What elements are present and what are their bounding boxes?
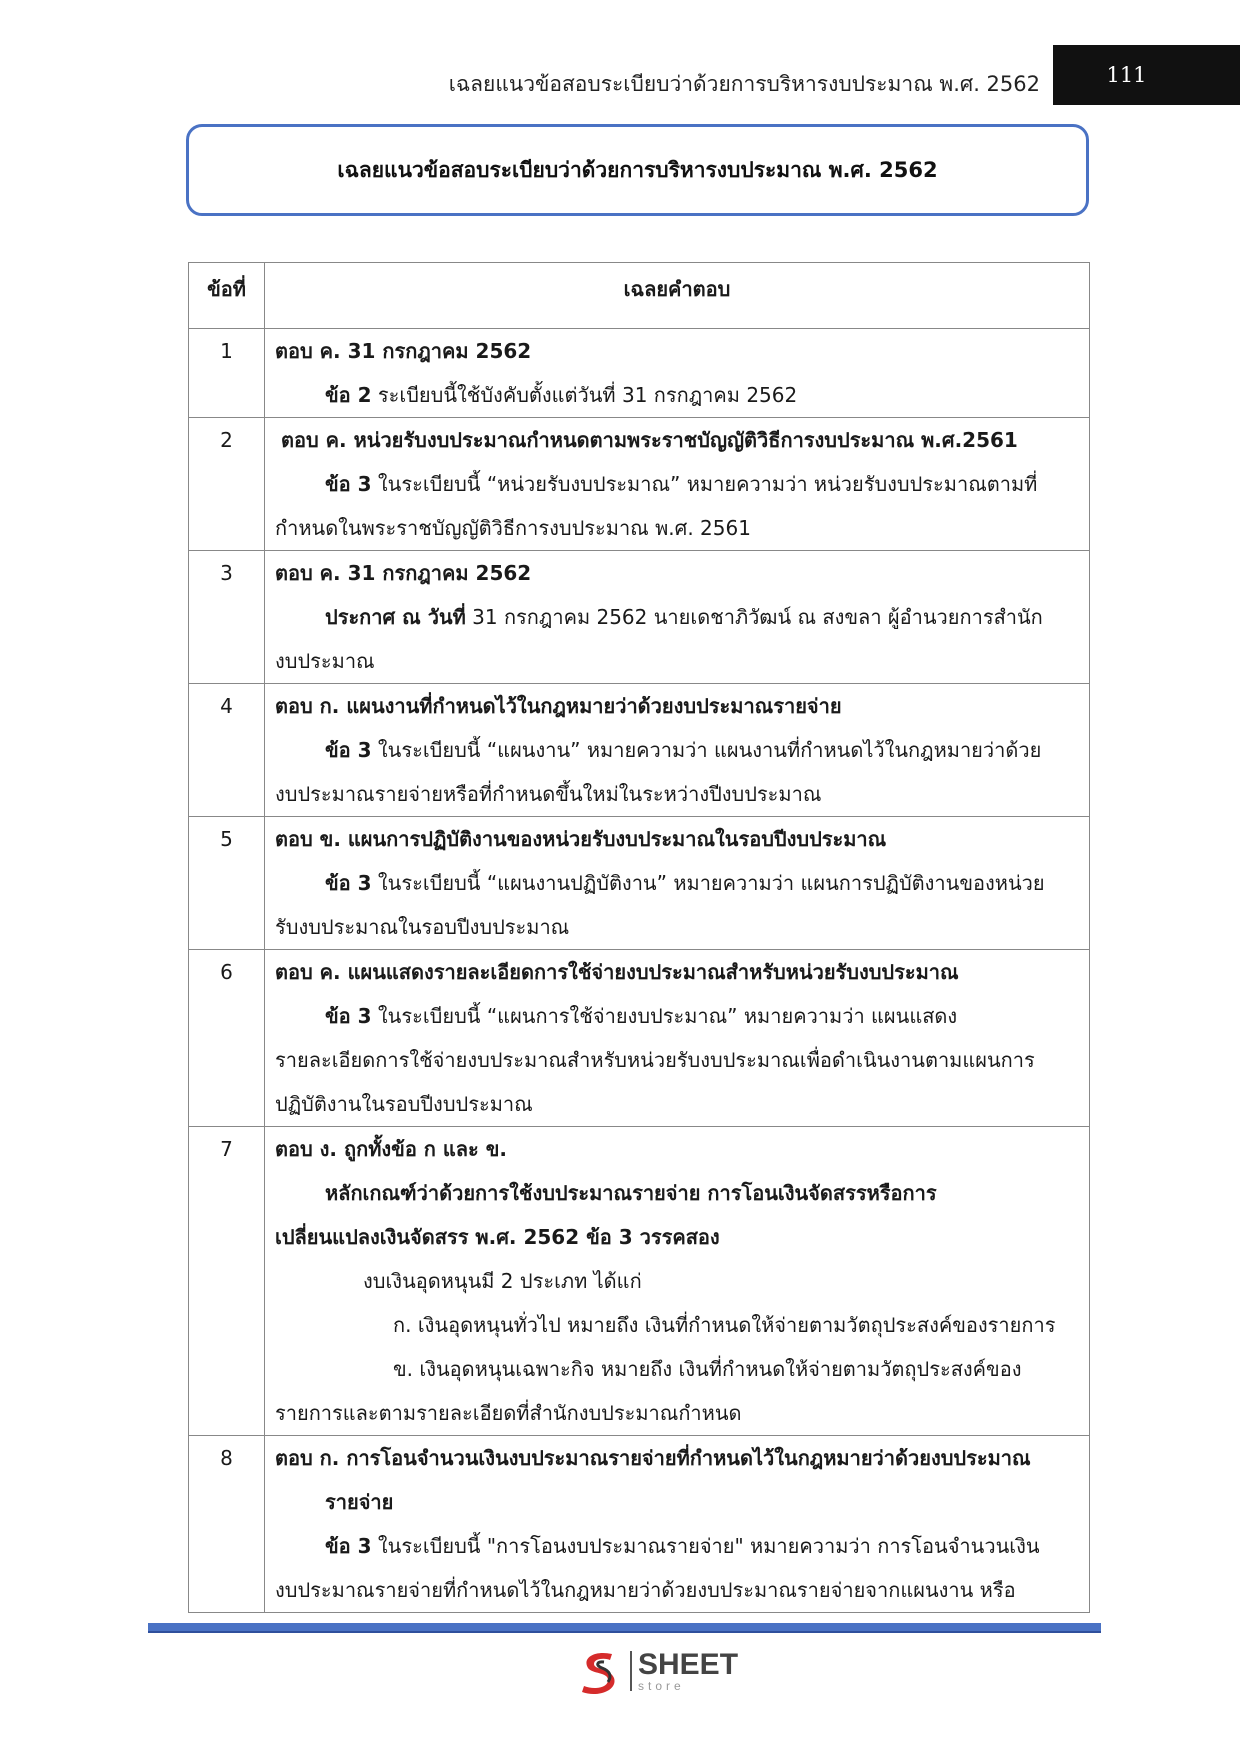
explanation-line xyxy=(275,462,1079,506)
answer-line xyxy=(275,551,1079,595)
explanation-line xyxy=(275,905,1079,949)
table-header-row xyxy=(189,263,1090,329)
body-text: งบเงินอุดหนุนมี 2 ประเภท ได้แก่ xyxy=(363,1269,642,1293)
explanation-line xyxy=(275,639,1079,683)
explanation-line xyxy=(275,1259,1079,1303)
body-text: กำหนดในพระราชบัญญัติวิธีการงบประมาณ พ.ศ. 2561 xyxy=(275,516,751,540)
body-text: ระเบียบนี้ใช้บังคับตั้งแต่วันที่ 31 กรกฎาคม 2562 xyxy=(371,383,798,407)
explanation-line xyxy=(275,772,1079,816)
bold-text: หลักเกณฑ์ว่าด้วยการใช้งบประมาณรายจ่าย การโอนเงินจัดสรรหรือการ xyxy=(325,1181,937,1205)
explanation-line xyxy=(275,1303,1079,1347)
bold-text: เปลี่ยนแปลงเงินจัดสรร พ.ศ. 2562 ข้อ 3 วรรคสอง xyxy=(275,1225,720,1249)
answer-table xyxy=(188,262,1090,1613)
explanation-line xyxy=(275,595,1079,639)
bold-text: ข้อ 3 xyxy=(325,871,372,895)
row-number: 6 xyxy=(189,950,265,1127)
answer-cell xyxy=(265,551,1090,684)
body-text: งบประมาณรายจ่ายหรือที่กำหนดขึ้นใหม่ในระหว่างปีงบประมาณ xyxy=(275,782,822,806)
explanation-line xyxy=(275,1171,1079,1215)
logo-separator xyxy=(630,1651,632,1691)
table-row xyxy=(189,684,1090,817)
row-number: 8 xyxy=(189,1436,265,1613)
row-number: 4 xyxy=(189,684,265,817)
explanation-line xyxy=(275,506,1079,550)
column-header-answer: เฉลยคำตอบ xyxy=(265,263,1090,329)
row-number: 2 xyxy=(189,418,265,551)
logo-subtext: store xyxy=(638,1679,685,1693)
answer-cell xyxy=(265,1127,1090,1436)
body-text: ในระเบียบนี้ “แผนงานปฏิบัติงาน” หมายความว่า แผนการปฏิบัติงานของหน่วย xyxy=(371,871,1045,895)
explanation-line xyxy=(275,1038,1079,1082)
answer-cell xyxy=(265,329,1090,418)
body-text: ข. เงินอุดหนุนเฉพาะกิจ หมายถึง เงินที่กำหนดให้จ่ายตามวัตถุประสงค์ของ xyxy=(393,1357,1022,1381)
answer-line xyxy=(275,418,1079,462)
bold-text: ตอบ ค. แผนแสดงรายละเอียดการใช้จ่ายงบประมาณสำหรับหน่วยรับงบประมาณ xyxy=(275,960,959,984)
table-row xyxy=(189,817,1090,950)
answer-line xyxy=(275,329,1079,373)
answer-cell xyxy=(265,1436,1090,1613)
table-row xyxy=(189,418,1090,551)
footer-rule xyxy=(148,1623,1101,1633)
bold-text: ตอบ ก. แผนงานที่กำหนดไว้ในกฎหมายว่าด้วยงบประมาณรายจ่าย xyxy=(275,694,842,718)
row-number: 5 xyxy=(189,817,265,950)
body-text: ปฏิบัติงานในรอบปีงบประมาณ xyxy=(275,1092,533,1116)
row-number: 3 xyxy=(189,551,265,684)
table-row xyxy=(189,551,1090,684)
bold-text: ข้อ 3 xyxy=(325,1534,372,1558)
explanation-line xyxy=(275,1215,1079,1259)
bold-text: ตอบ ง. ถูกทั้งข้อ ก และ ข. xyxy=(275,1137,507,1161)
bold-text: ข้อ 3 xyxy=(325,1004,372,1028)
bold-text: ตอบ ก. การโอนจำนวนเงินงบประมาณรายจ่ายที่กำหนดไว้ในกฎหมายว่าด้วยงบประมาณ xyxy=(275,1446,1031,1470)
explanation-line xyxy=(275,994,1079,1038)
logo-text: SHEET xyxy=(638,1648,739,1681)
body-text: รับงบประมาณในรอบปีงบประมาณ xyxy=(275,915,570,939)
body-text: งบประมาณ xyxy=(275,649,375,673)
explanation-line xyxy=(275,1391,1079,1435)
answer-line xyxy=(275,684,1079,728)
answer-line xyxy=(275,817,1079,861)
answer-cell xyxy=(265,418,1090,551)
bold-text: ตอบ ค. 31 กรกฎาคม 2562 xyxy=(275,561,532,585)
answer-line xyxy=(275,1436,1079,1480)
bold-text: ข้อ 3 xyxy=(325,738,372,762)
body-text: ในระเบียบนี้ “หน่วยรับงบประมาณ” หมายความว่า หน่วยรับงบประมาณตามที่ xyxy=(371,472,1038,496)
table-row xyxy=(189,329,1090,418)
explanation-line xyxy=(275,861,1079,905)
bold-text: ตอบ ข. แผนการปฏิบัติงานของหน่วยรับงบประมาณในรอบปีงบประมาณ xyxy=(275,827,887,851)
bold-text: ประกาศ ณ วันที่ xyxy=(325,605,466,629)
bold-text: ข้อ 2 xyxy=(325,383,372,407)
bold-text: ตอบ ค. 31 กรกฎาคม 2562 xyxy=(275,339,532,363)
bold-text: ข้อ 3 xyxy=(325,472,372,496)
bold-text: ตอบ ค. หน่วยรับงบประมาณกำหนดตามพระราชบัญญัติวิธีการงบประมาณ พ.ศ.2561 xyxy=(281,428,1018,452)
body-text: ในระเบียบนี้ “แผนงาน” หมายความว่า แผนงานที่กำหนดไว้ในกฎหมายว่าด้วย xyxy=(371,738,1042,762)
explanation-line xyxy=(275,1082,1079,1126)
page-number: 111 xyxy=(1053,45,1240,105)
explanation-line xyxy=(275,1524,1079,1568)
answer-cell xyxy=(265,817,1090,950)
column-header-no: ข้อที่ xyxy=(189,263,265,329)
answer-line xyxy=(275,950,1079,994)
body-text: ในระเบียบนี้ “แผนการใช้จ่ายงบประมาณ” หมายความว่า แผนแสดง xyxy=(371,1004,958,1028)
body-text: ก. เงินอุดหนุนทั่วไป หมายถึง เงินที่กำหนดให้จ่ายตามวัตถุประสงค์ของรายการ xyxy=(393,1313,1056,1337)
table-row xyxy=(189,1127,1090,1436)
bold-text: รายจ่าย xyxy=(325,1490,394,1514)
body-text: 31 กรกฎาคม 2562 นายเดชาภิวัฒน์ ณ สงขลา ผู้อำนวยการสำนัก xyxy=(465,605,1043,629)
explanation-line xyxy=(275,728,1079,772)
explanation-line xyxy=(275,1568,1079,1612)
body-text: รายละเอียดการใช้จ่ายงบประมาณสำหรับหน่วยรับงบประมาณเพื่อดำเนินงานตามแผนการ xyxy=(275,1048,1035,1072)
table-row xyxy=(189,950,1090,1127)
body-text: งบประมาณรายจ่ายที่กำหนดไว้ในกฎหมายว่าด้วยงบประมาณรายจ่ายจากแผนงาน หรือ xyxy=(275,1578,1016,1602)
row-number: 7 xyxy=(189,1127,265,1436)
document-title: เฉลยแนวข้อสอบระเบียบว่าด้วยการบริหารงบประมาณ พ.ศ. 2562 xyxy=(337,157,938,182)
body-text: ในระเบียบนี้ "การโอนงบประมาณรายจ่าย" หมายความว่า การโอนจำนวนเงิน xyxy=(371,1534,1040,1558)
row-number: 1 xyxy=(189,329,265,418)
sheet-store-logo xyxy=(574,1646,744,1696)
explanation-line xyxy=(275,373,1079,417)
sheet-logo-icon xyxy=(574,1646,624,1696)
table-row xyxy=(189,1436,1090,1613)
answer-cell xyxy=(265,684,1090,817)
running-header-title: เฉลยแนวข้อสอบระเบียบว่าด้วยการบริหารงบประมาณ พ.ศ. 2562 xyxy=(448,72,1040,96)
explanation-line xyxy=(275,1480,1079,1524)
answer-cell xyxy=(265,950,1090,1127)
answer-line xyxy=(275,1127,1079,1171)
explanation-line xyxy=(275,1347,1079,1391)
body-text: รายการและตามรายละเอียดที่สำนักงบประมาณกำหนด xyxy=(275,1401,742,1425)
document-title-box xyxy=(186,124,1089,216)
